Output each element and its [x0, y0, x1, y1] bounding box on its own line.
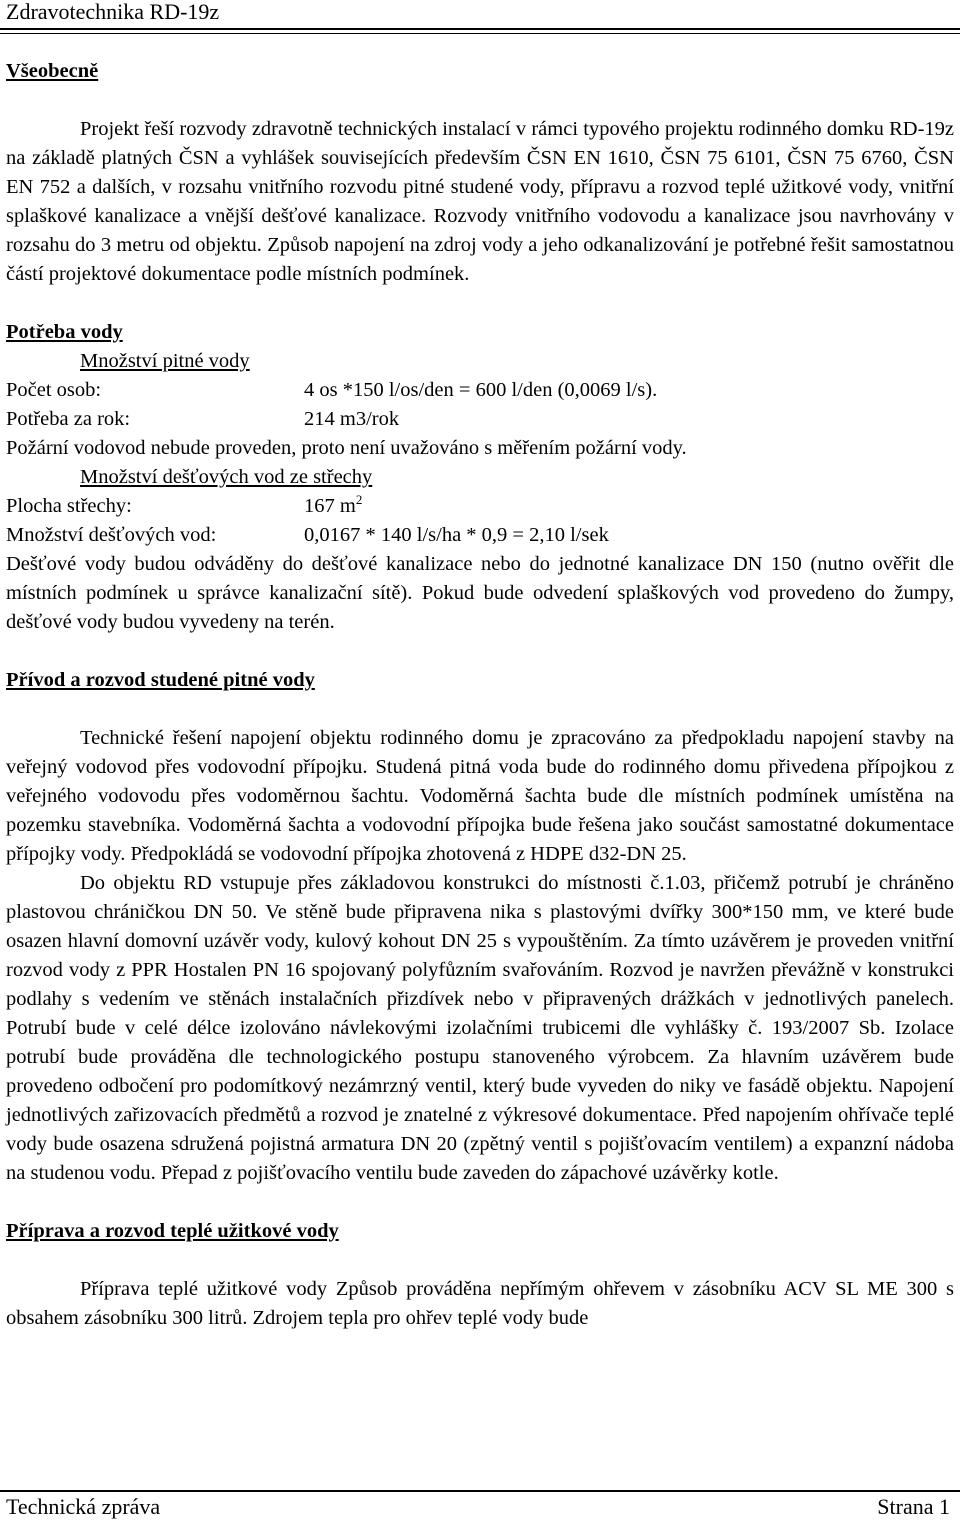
section-title-cold-water: Přívod a rozvod studené pitné vody: [6, 669, 315, 691]
paragraph-general: Projekt řeší rozvody zdravotně technických instalací v rámci typového projektu rodinného domku RD-19z na základě platných ČSN a vyhlášek souvisejících především ČSN EN 1610, ČSN 75 6101, ČSN 75 6760, ČSN EN 752 a dalších, v rozsahu vnitřního rozvodu pitné studené vody, přípravu a rozvod teplé užitkové vody, vnitřní splaškové kanalizace a vnější dešťové kanalizace. Rozvody vnitřního vodovodu a kanalizace jsou navrhovány v rozsahu do 3 metru od objektu. Způsob napojení na zdroj vody a jeho odkanalizování je potřebné řešit samostatnou částí projektové dokumentace podle místních podmínek.: [6, 118, 954, 285]
label-persons: Počet osob:: [6, 379, 102, 401]
paragraph-cold-water-1: Technické řešení napojení objektu rodinného domu je zpracováno za předpokladu napojení stavby na veřejný vodovod přes vodovodní přípojku. Studená pitná voda bude do rodinného domu přivedena přípojkou z veřejného vodovodu přes vodoměrnou šachtu. Vodoměrná šachta bude dle místních podmínek umístěna na pozemku stavebníka. Vodoměrná šachta a vodovodní přípojka bude řešena jako součást samostatné dokumentace přípojky vody. Předpokládá se vodovodní přípojka zhotovená z HDPE d32-DN 25.: [6, 727, 954, 865]
page-number: Strana 1: [877, 1494, 950, 1519]
value-roof-area: 167 $m^2$: [304, 492, 363, 517]
section-title-general: Všeobecně: [6, 60, 99, 82]
header-title: Zdravotechnika RD-19z: [6, 0, 220, 24]
label-rain-amount: Množství dešťových vod:: [6, 524, 217, 546]
document-body: [6, 57, 954, 1333]
subtitle-rain-water: Množství dešťových vod ze střechy: [80, 466, 373, 488]
row-rain-amount: [6, 521, 954, 550]
fire-water-note: Požární vodovod nebude proveden, proto není uvažováno s měřením požární vody.: [6, 437, 687, 459]
header-rule: [0, 28, 960, 30]
value-yearly: 214 m3/rok: [304, 408, 400, 430]
label-yearly: Potřeba za rok:: [6, 408, 131, 430]
section-title-hot-water: Příprava a rozvod teplé užitkové vody: [6, 1220, 339, 1242]
footer-left: Technická zpráva: [6, 1494, 161, 1519]
paragraph-cold-water-2: Do objektu RD vstupuje přes základovou konstrukci do místnosti č.1.03, přičemž potrubí je chráněno plastovou chráničkou DN 50. Ve stěně bude připravena nika s plastovými dvířky 300*150 mm, ve které bude osazen hlavní domovní uzávěr vody, kulový kohout DN 25 s vypouštěním. Za tímto uzávěrem je proveden vnitřní rozvod vody z PPR Hostalen PN 16 spojovaný polyfůzním svařováním. Rozvod je navržen převážně v konstrukci podlahy s vedením ve stěnách instalačních přizdívek nebo v připravených drážkách v jednotlivých panelech. Potrubí bude v celé délce izolováno návlekovými izolačními trubicemi dle vyhlášky č. 193/2007 Sb. Izolace potrubí bude prováděna dle technologického postupu stanoveného výrobcem. Za hlavním uzávěrem bude provedeno odbočení pro podomítkový nezámrzný ventil, který bude vyveden do niky ve fasádě objektu. Napojení jednotlivých zařizovacích předmětů a rozvod je znatelné z výkresové dokumentace. Před napojením ohřívače teplé vody bude osazena sdružená pojistná armatura DN 20 (zpětný ventil s pojišťovacím ventilem) a expanzní nádoba na studenou vodu. Přepad z pojišťovacího ventilu bude zaveden do zápachové uzávěrky kotle.: [6, 872, 954, 1184]
row-roof-area: [6, 492, 954, 521]
row-yearly: [6, 405, 954, 434]
paragraph-hot-water: Příprava teplé užitkové vody Způsob prováděna nepřímým ohřevem v zásobníku ACV SL ME 300 s obsahem zásobníku 300 litrů. Zdrojem tepla pro ohřev teplé vody bude: [6, 1278, 954, 1329]
header-rule-thin: [0, 33, 960, 34]
value-rain-amount: 0,0167 * 140 l/s/ha * 0,9 = 2,10 l/sek: [304, 524, 609, 546]
value-persons: 4 os *150 l/os/den = 600 l/den (0,0069 l/s).: [304, 379, 658, 401]
subtitle-drinking-water: Množství pitné vody: [80, 350, 250, 372]
section-title-water-need: Potřeba vody: [6, 321, 123, 343]
paragraph-rain-water: Dešťové vody budou odváděny do dešťové kanalizace nebo do jednotné kanalizace DN 150 (nutno ověřit dle místních podmínek u správce kanalizační sítě). Pokud bude odvedení splaškových vod provedeno do žumpy, dešťové vody budou vyvedeny na terén.: [6, 553, 954, 633]
label-roof-area: Plocha střechy:: [6, 495, 132, 517]
footer-rule: [0, 1490, 960, 1492]
row-persons: [6, 376, 954, 405]
roof-area-exponent: 2: [355, 492, 363, 507]
